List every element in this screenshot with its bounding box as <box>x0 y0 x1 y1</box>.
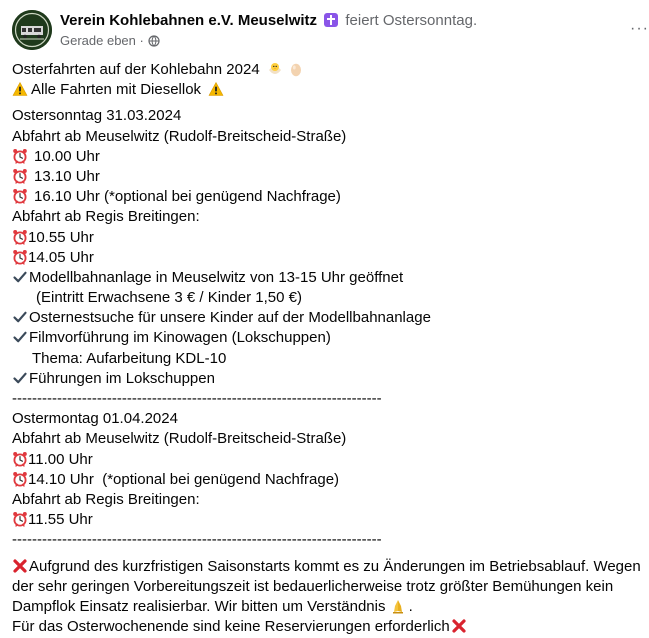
post-body <box>12 60 642 637</box>
timestamp-link[interactable]: Gerade eben <box>60 33 136 48</box>
monday-heading: Ostermontag 01.04.2024 <box>12 410 178 428</box>
check-icon <box>12 309 28 325</box>
egg-icon <box>288 61 304 77</box>
chick-icon <box>267 61 283 77</box>
final-line: Für das Osterwochenende sind keine Reservierungen erforderlich <box>12 617 642 637</box>
globe-icon[interactable] <box>148 35 160 47</box>
pray-icon <box>390 598 406 614</box>
monday-time-1: 11.00 Uhr <box>12 450 642 470</box>
post-title-line <box>12 60 642 80</box>
post-header <box>12 10 649 52</box>
check-item-1: Modellbahnanlage in Meuselwitz von 13-15 Uhr geöffnet <box>12 268 642 288</box>
notice-paragraph: Aufgrund des kurzfristigen Saisonstarts kommt es zu Änderungen im Betriebsablauf. Wegen der sehr geringen Vorbereitungszeit ist bedauerlicherweise trotz größter Bemühungen kein Dampflok Einsatz realisierbar. Wir bitten um Verständnis . <box>12 557 641 615</box>
cross-mark-icon <box>451 618 467 634</box>
monday-dep1-label: Abfahrt ab Meuselwitz (Rudolf-Breitscheid-Straße) <box>12 430 347 448</box>
alarm-clock-icon <box>12 188 28 204</box>
post-meta <box>60 33 160 48</box>
page-name-link[interactable]: Verein Kohlebahnen e.V. Meuselwitz <box>60 12 318 29</box>
avatar-logo[interactable] <box>12 10 52 50</box>
monday-time-3: 11.55 Uhr <box>12 510 642 530</box>
more-icon[interactable]: ··· <box>630 20 649 37</box>
sunday-dep2-label: Abfahrt ab Regis Breitingen: <box>12 208 200 226</box>
check-icon <box>12 329 28 345</box>
check-item-2: Osternestsuche für unsere Kinder auf der Modellbahnanlage <box>12 308 642 328</box>
check-item-1-sub: (Eintritt Erwachsene 3 € / Kinder 1,50 €) <box>36 289 302 307</box>
separator-1: -------------------------------------------------------------------------- <box>12 390 382 407</box>
alarm-clock-icon <box>12 229 28 245</box>
check-icon <box>12 370 28 386</box>
sunday-dep1-label: Abfahrt ab Meuselwitz (Rudolf-Breitscheid-Straße) <box>12 127 347 145</box>
easter-badge-icon <box>324 13 338 27</box>
check-item-3: Filmvorführung im Kinowagen (Lokschuppen) <box>12 328 642 348</box>
separator-2: -------------------------------------------------------------------------- <box>12 531 382 549</box>
warning-icon <box>12 81 28 97</box>
sunday-time-5: 14.05 Uhr <box>12 248 642 268</box>
check-item-4: Führungen im Lokschuppen <box>12 369 642 389</box>
diesel-note: Alle Fahrten mit Diesellok <box>31 81 202 99</box>
alarm-clock-icon <box>12 249 28 265</box>
alarm-clock-icon <box>12 471 28 487</box>
diesel-note-line <box>12 80 642 100</box>
monday-time-2: 14.10 Uhr (*optional bei genügend Nachfrage) <box>12 470 642 490</box>
sunday-time-2: 13.10 Uhr <box>12 167 642 187</box>
sunday-time-3: 16.10 Uhr (*optional bei genügend Nachfrage) <box>12 187 642 207</box>
monday-dep2-label: Abfahrt ab Regis Breitingen: <box>12 490 200 508</box>
alarm-clock-icon <box>12 168 28 184</box>
sunday-time-1: 10.00 Uhr <box>12 147 642 167</box>
sunday-heading: Ostersonntag 31.03.2024 <box>12 107 182 125</box>
activity-text: feiert Ostersonntag. <box>345 12 478 29</box>
meta-separator: · <box>139 33 144 48</box>
cross-mark-icon <box>12 558 28 574</box>
warning-icon <box>208 81 224 97</box>
post-title: Osterfahrten auf der Kohlebahn 2024 <box>12 61 260 78</box>
alarm-clock-icon <box>12 511 28 527</box>
sunday-time-4: 10.55 Uhr <box>12 228 642 248</box>
check-icon <box>12 269 28 285</box>
check-item-3-sub: Thema: Aufarbeitung KDL-10 <box>32 349 227 367</box>
author-line <box>60 12 477 29</box>
alarm-clock-icon <box>12 451 28 467</box>
alarm-clock-icon <box>12 148 28 164</box>
